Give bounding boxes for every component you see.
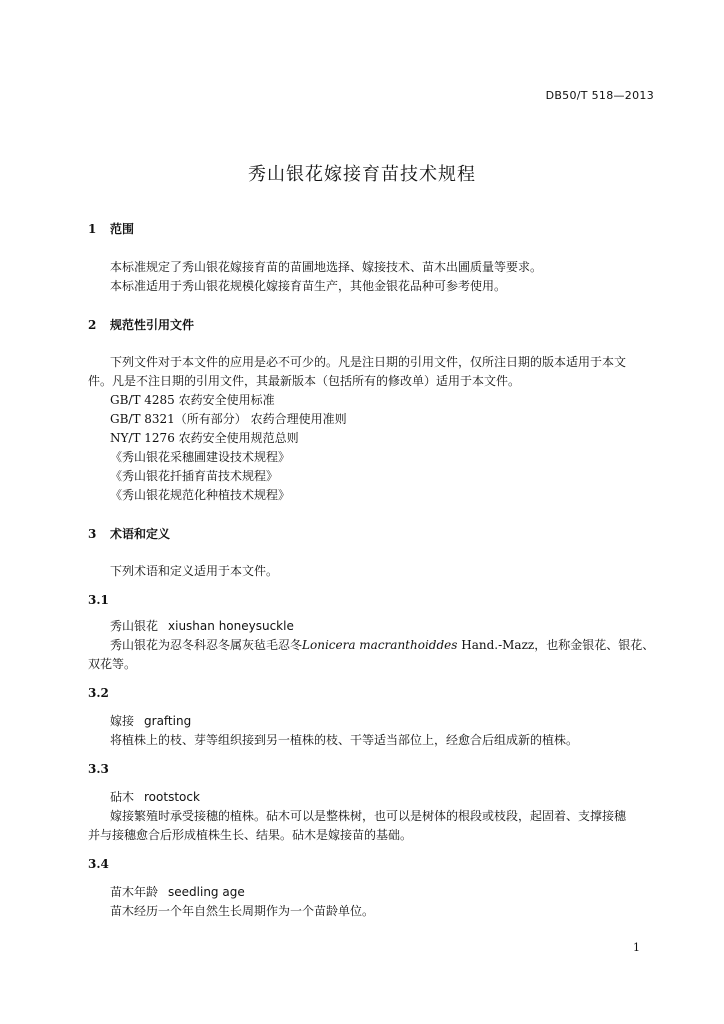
document-title: 秀山银花嫁接育苗技术规程 — [248, 164, 476, 185]
definition-text: 秀山银花为忍冬科忍冬属灰毡毛忍冬 — [110, 638, 303, 652]
term-number: 3.1 — [88, 593, 109, 607]
term-cn: 嫁接 — [110, 714, 135, 728]
term-definition-line: 并与接穗愈合后形成植株生长、结果。砧木是嫁接苗的基础。 — [88, 828, 413, 842]
term-cn: 苗木年龄 — [110, 885, 159, 899]
reference-item: NY/T 1276 农药安全使用规范总则 — [110, 431, 299, 445]
term-title — [110, 788, 200, 805]
term-en: xiushan honeysuckle — [168, 619, 294, 633]
section-number: 1 — [88, 222, 97, 236]
section-title: 规范性引用文件 — [110, 318, 195, 332]
term-number: 3.2 — [88, 686, 109, 700]
term-number: 3.4 — [88, 857, 109, 871]
term-title — [110, 617, 294, 634]
term-definition-line: 嫁接繁殖时承受接穗的植株。砧木可以是整株树，也可以是树体的根段或枝段，起固着、支撑接穗 — [110, 809, 627, 823]
section-title: 范围 — [110, 222, 135, 236]
reference-item: GB/T 8321（所有部分） 农药合理使用准则 — [110, 412, 347, 426]
reference-item: GB/T 4285 农药安全使用标准 — [110, 393, 275, 407]
latin-name: Lonicera macranthoiddes — [302, 638, 458, 652]
definition-text: Hand.-Mazz，也称金银花、银花、 — [457, 638, 655, 652]
section-number: 3 — [88, 527, 97, 541]
reference-item: 《秀山银花扦插育苗技术规程》 — [110, 469, 279, 483]
term-definition-line: 双花等。 — [88, 657, 137, 671]
term-definition-line: 将植株上的枝、芽等组织接到另一植株的枝、干等适当部位上，经愈合后组成新的植株。 — [110, 733, 579, 747]
standard-id: DB50/T 518—2013 — [545, 89, 654, 102]
term-en: seedling age — [168, 885, 245, 899]
section-title: 术语和定义 — [110, 527, 171, 541]
paragraph: 下列术语和定义适用于本文件。 — [110, 564, 279, 578]
paragraph: 本标准适用于秀山银花规模化嫁接育苗生产，其他金银花品种可参考使用。 — [110, 279, 507, 293]
paragraph: 本标准规定了秀山银花嫁接育苗的苗圃地选择、嫁接技术、苗木出圃质量等要求。 — [110, 260, 543, 274]
page-number: 1 — [633, 941, 640, 954]
term-en: grafting — [144, 714, 192, 728]
paragraph-line: 件。凡是不注日期的引用文件，其最新版本（包括所有的修改单）适用于本文件。 — [88, 374, 521, 388]
term-cn: 秀山银花 — [110, 619, 159, 633]
section-number: 2 — [88, 318, 97, 332]
section-3-heading — [88, 525, 170, 542]
term-title — [110, 712, 191, 729]
reference-item: 《秀山银花规范化种植技术规程》 — [110, 488, 291, 502]
term-en: rootstock — [144, 790, 200, 804]
term-definition-line — [110, 636, 654, 653]
reference-item: 《秀山银花采穗圃建设技术规程》 — [110, 450, 291, 464]
term-title — [110, 883, 245, 900]
term-cn: 砧木 — [110, 790, 135, 804]
section-1-heading — [88, 220, 134, 237]
paragraph-line: 下列文件对于本文件的应用是必不可少的。凡是注日期的引用文件，仅所注日期的版本适用于本文 — [110, 355, 627, 369]
term-number: 3.3 — [88, 762, 109, 776]
term-definition-line: 苗木经历一个年自然生长周期作为一个苗龄单位。 — [110, 904, 375, 918]
section-2-heading — [88, 316, 194, 333]
